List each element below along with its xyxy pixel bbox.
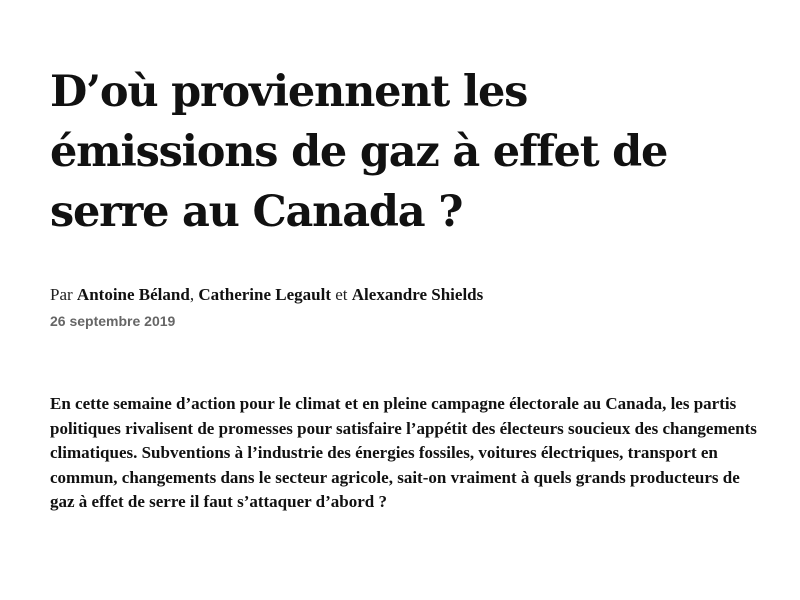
byline bbox=[50, 284, 770, 306]
byline-prefix: Par bbox=[50, 285, 73, 304]
article-headline: D’où proviennent les émissions de gaz à effet de serre au Canada ? bbox=[50, 67, 668, 237]
article-lede: En cette semaine d’action pour le climat et en pleine campagne électorale au Canada, les partis politiques rivalisent de promesses pour satisfaire l’appétit des électeurs soucieux des changements climatiques. Subventions à l’industrie des énergies fossiles, voitures électriques, transport en commun, changements dans le secteur agricole, sait-on vraiment à quels grands producteurs de gaz à effet de serre il faut s’attaquer d’abord ? bbox=[50, 394, 757, 511]
author-link[interactable]: Antoine Béland bbox=[76, 285, 190, 304]
byline-conjunction: et bbox=[335, 285, 348, 304]
article bbox=[50, 62, 770, 532]
author-link[interactable]: Catherine Legault bbox=[198, 285, 331, 304]
byline-separator: , bbox=[189, 285, 195, 304]
publication-date: 26 septembre 2019 bbox=[50, 313, 176, 329]
author-link[interactable]: Alexandre Shields bbox=[351, 285, 484, 304]
